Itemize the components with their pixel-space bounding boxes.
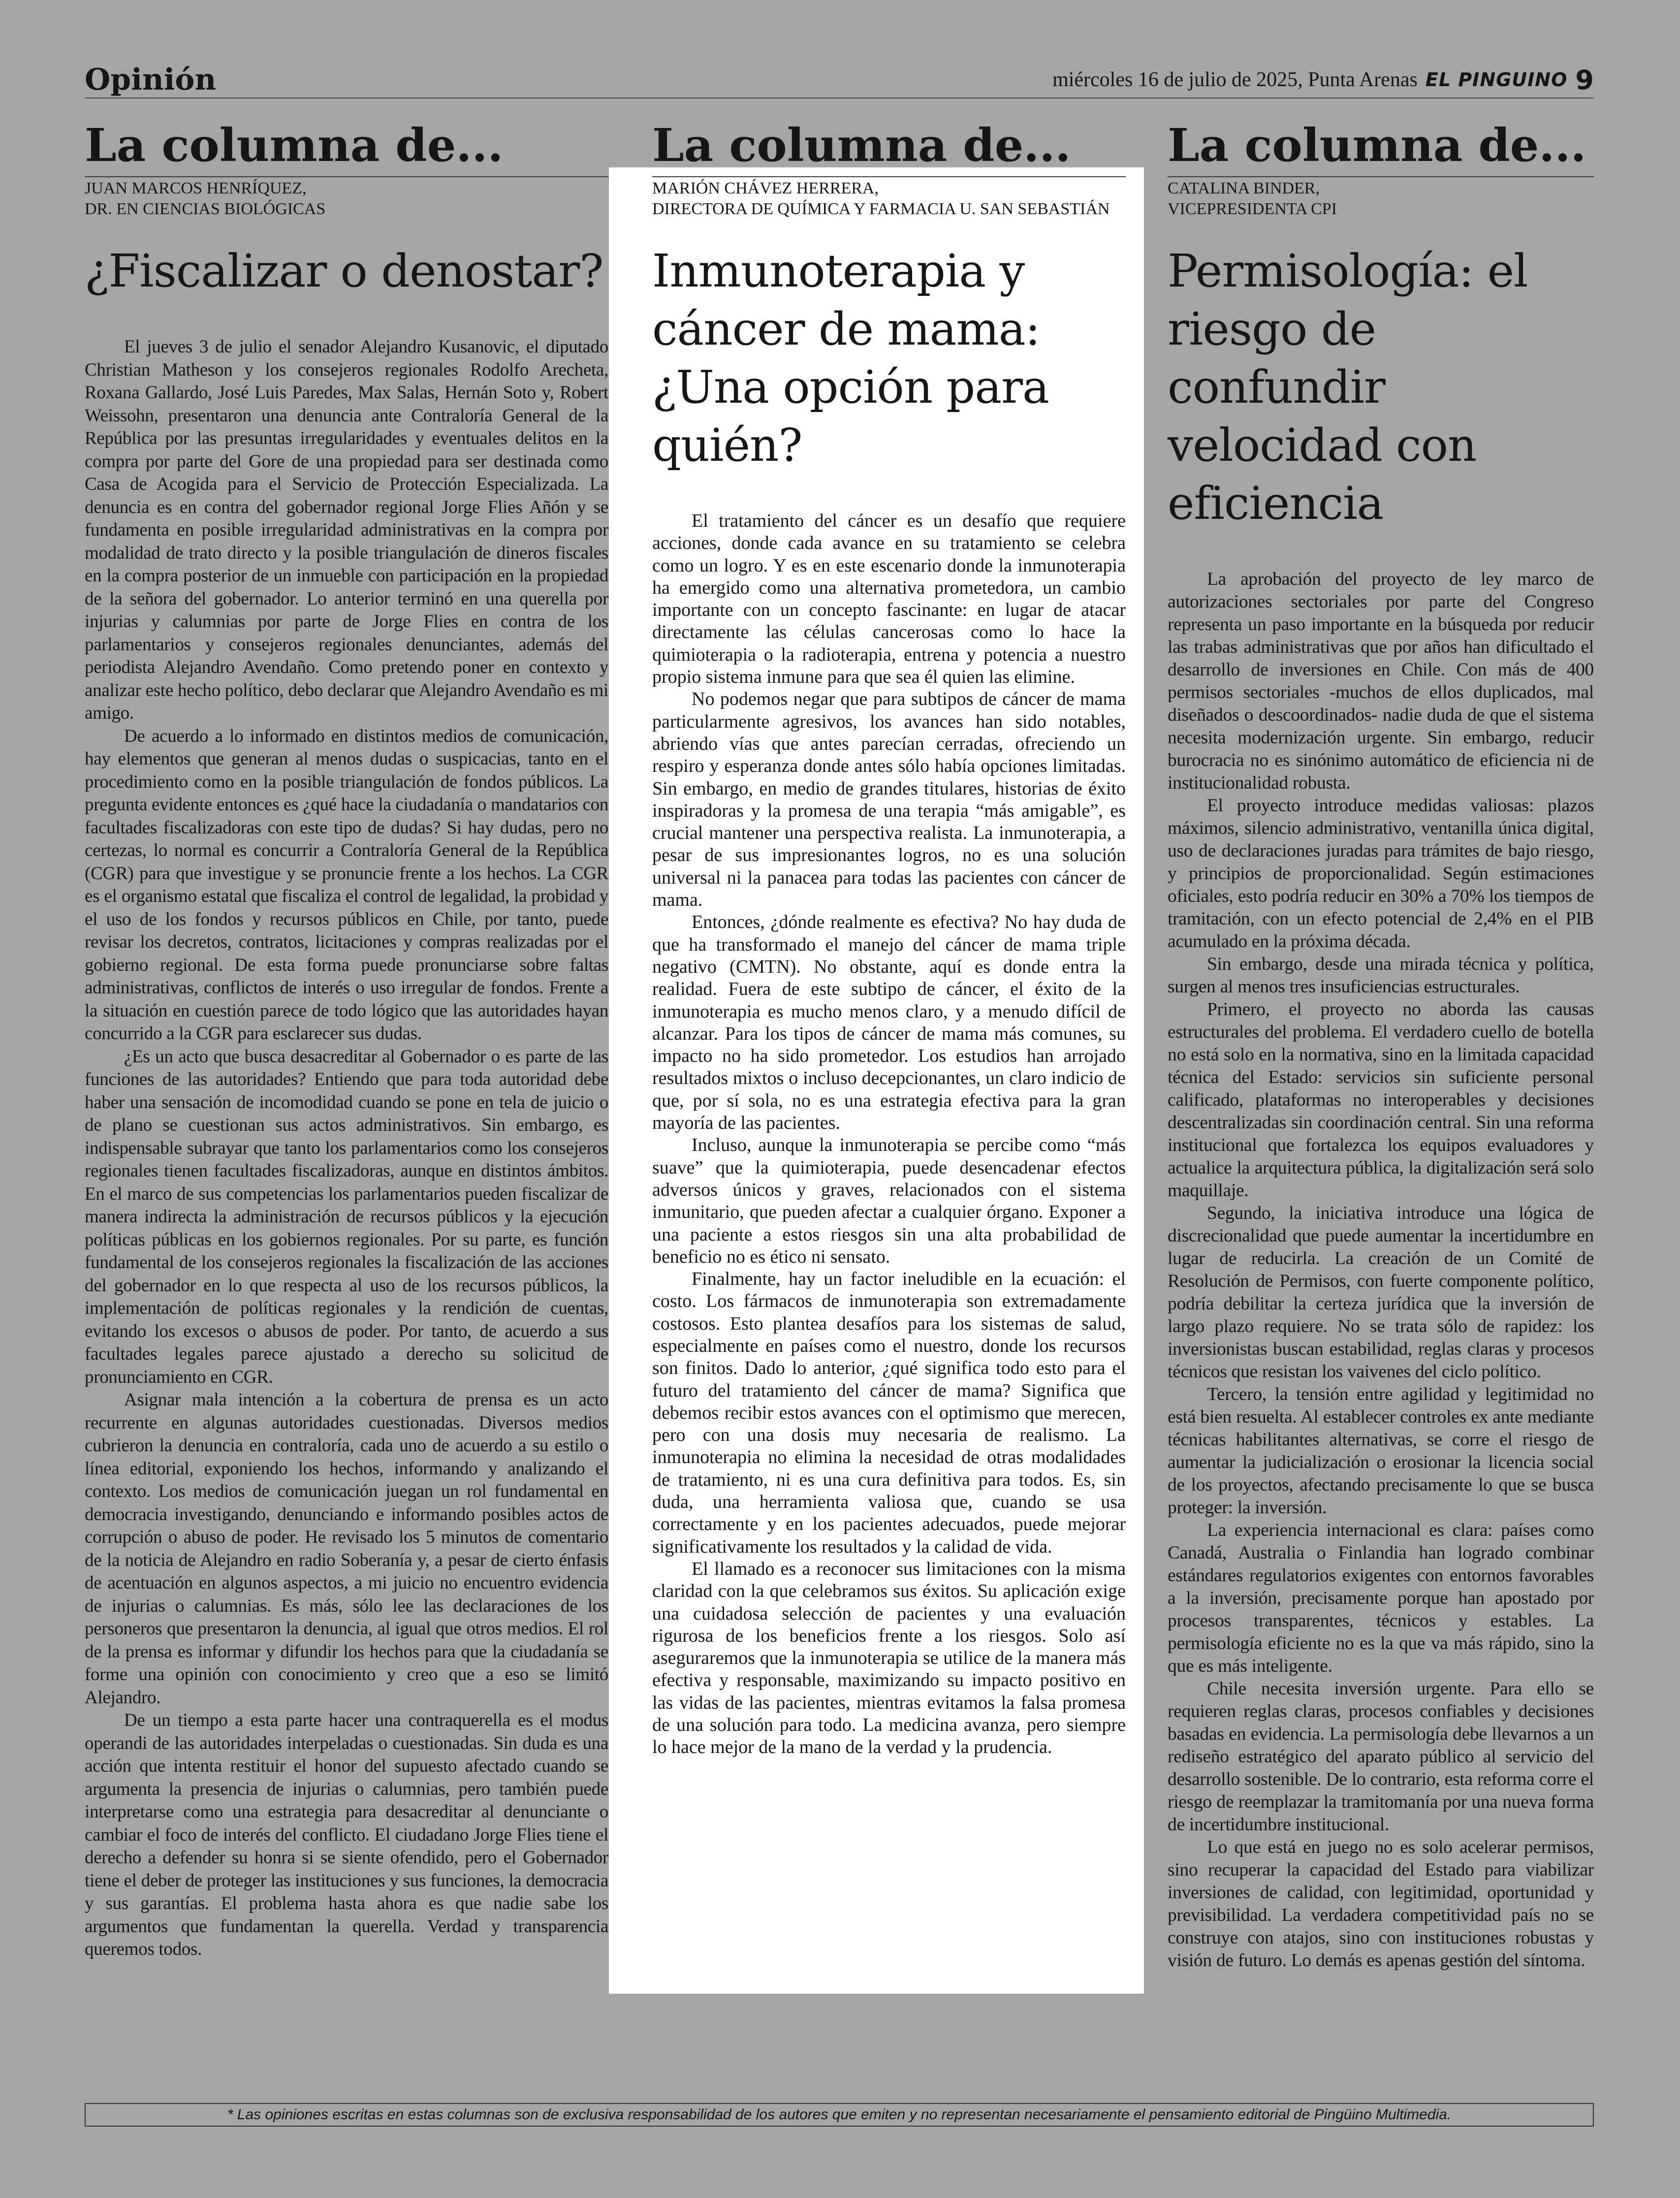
paragraph: Entonces, ¿dónde realmente es efectiva? No hay duda de que ha transformado el manejo del cáncer de mama triple negativo (CMTN). No obstante, aquí es donde entra la realidad. Fuera de este subtipo de cáncer, el éxito de la inmunoterapia es mucho menos claro, y a menudo difícil de alcanzar. Para los tipos de cáncer de mama más comunes, su impacto no ha sido prometedor. Los estudios han arrojado resultados mixtos o incluso decepcionantes, un claro indicio de que, por sí sola, no es una estrategia efectiva para la gran mayoría de las pacientes. bbox=[652, 912, 1126, 1134]
newspaper-brand: EL PINGUINO bbox=[1425, 69, 1568, 91]
heading-rule bbox=[1168, 176, 1594, 177]
paragraph: La experiencia internacional es clara: países como Canadá, Australia o Finlandia han logrado combinar estándares regulatorios exigentes con entornos favorables a la inversión, precisamente porque han apostado por procesos transparentes, técnicos y estables. La permisología eficiente no es la que va más rápido, sino la que es más inteligente. bbox=[1168, 1520, 1594, 1676]
author-role: DR. EN CIENCIAS BIOLÓGICAS bbox=[85, 200, 326, 218]
heading-rule bbox=[85, 176, 608, 177]
paragraph: Tercero, la tensión entre agilidad y legitimidad no está bien resuelta. Al establecer controles ex ante mediante técnicas habilitantes alternativas, se corre el riesgo de aumentar la judicialización o erosionar la licencia social de los proyectos, afectando precisamente lo que se busca proteger: la inversión. bbox=[1168, 1384, 1594, 1518]
article-body bbox=[652, 510, 1126, 1759]
article-title: ¿Fiscalizar o denostar? bbox=[85, 245, 603, 297]
paragraph: Finalmente, hay un factor ineludible en la ecuación: el costo. Los fármacos de inmunoterapia son extremadamente costosos. Esto plantea desafíos para los sistemas de salud, especialmente en países como el nuestro, donde los recursos son finitos. Dado lo anterior, ¿qué significa todo esto para el futuro del tratamiento del cáncer de mama? Significa que debemos recibir estos avances con el optimismo que merecen, pero con una dosis muy necesaria de realismo. La inmunoterapia no elimina la necesidad de otras modalidades de tratamiento, ni es una cura definitiva para todos. Es, sin duda, una herramienta valiosa que, cuando se usa correctamente y en los pacientes adecuados, puede mejorar significativamente los resultados y la calidad de vida. bbox=[652, 1269, 1126, 1557]
column-heading: La columna de... bbox=[652, 119, 1071, 172]
paragraph: No podemos negar que para subtipos de cáncer de mama particularmente agresivos, los avances han sido notables, abriendo vías que antes parecían cerradas, ofreciendo un respiro y esperanza donde antes sólo había opciones limitadas. Sin embargo, en medio de grandes titulares, historias de éxito inspiradoras y la promesa de una terapia “más amigable”, es crucial mantener una perspectiva realista. La inmunoterapia, a pesar de sus impresionantes logros, no es una solución universal ni la panacea para todas las pacientes con cáncer de mama. bbox=[652, 689, 1126, 911]
disclaimer-text: * Las opiniones escritas en estas columnas son de exclusiva responsabilidad de los autores que emiten y no representan necesariamente el pensamiento editorial de Pingüino Multimedia. bbox=[227, 2106, 1452, 2123]
author-name: CATALINA BINDER, bbox=[1168, 179, 1320, 197]
page-header bbox=[85, 62, 1594, 98]
author-name: JUAN MARCOS HENRÍQUEZ, bbox=[85, 179, 307, 197]
paragraph: ¿Es un acto que busca desacreditar al Gobernador o es parte de las funciones de las autoridades? Entiendo que para toda autoridad debe haber una sensación de incomodidad cuando se pone en tela de juicio o de plano se cuestionan sus actos administrativos. Sin embargo, es indispensable subrayar que tanto los parlamentarios como los consejeros regionales tienen facultades fiscalizadoras, aunque en distintos ámbitos. En el marco de sus competencias los parlamentarios pueden fiscalizar de manera indirecta la administración de recursos públicos y la ejecución políticas públicas en los gobiernos regionales. Por su parte, es función fundamental de los consejeros regionales la fiscalización de las acciones del gobernador en lo que respecta al uso de los recursos públicos, la implementación de políticas regionales y la rendición de cuentas, evitando los excesos o abusos de poder. Por tanto, de acuerdo a sus facultades legales parece ajustado a derecho su solicitud de pronunciamiento en CGR. bbox=[85, 1046, 608, 1387]
heading-rule bbox=[652, 176, 1126, 177]
paragraph: Segundo, la iniciativa introduce una lógica de discrecionalidad que puede aumentar la incertidumbre en lugar de reducirla. La creación de un Comité de Resolución de Permisos, con fuerte componente político, podría debilitar la certeza jurídica que la inversión de largo plazo requiere. No se trata sólo de rapidez: los inversionistas buscan estabilidad, reglas claras y procesos técnicos que resistan los vaivenes del ciclo político. bbox=[1168, 1203, 1594, 1382]
paragraph: Incluso, aunque la inmunoterapia se percibe como “más suave” que la quimioterapia, puede desencadenar efectos adversos únicos y graves, relacionados con el sistema inmunitario, que pueden afectar a cualquier órgano. Exponer a una paciente a estos riesgos sin una alta probabilidad de beneficio no es ético ni sensato. bbox=[652, 1135, 1126, 1267]
paragraph: El jueves 3 de julio el senador Alejandro Kusanovic, el diputado Christian Matheson y los consejeros regionales Rodolfo Arecheta, Roxana Gallardo, José Luis Paredes, Max Salas, Hernán Soto y, Robert Weissohn, presentaron una denuncia ante Contraloría General de la República por las presuntas irregularidades y eventuales delitos en la compra por parte del Gore de una propiedad para ser destinada como Casa de Acogida para el Servicio de Protección Especializada. La denuncia es en contra del gobernador regional Jorge Flies Añón y se fundamenta en posible irregularidad administrativas en la compra por modalidad de trato directo y la posible triangulación de dineros fiscales en la compra posterior de un inmueble con participación en la propiedad de la señora del gobernador. Lo anterior terminó en una querella por injurias y calumnias por parte de Jorge Flies en contra de los parlamentarios y consejeros regionales denunciantes, además del periodista Alejandro Avendaño. Como pretendo poner en contexto y analizar este hecho político, debo declarar que Alejandro Avendaño es mi amigo. bbox=[85, 337, 608, 723]
column-2 bbox=[652, 118, 1126, 1759]
date-place: miércoles 16 de julio de 2025, Punta Arenas bbox=[1052, 68, 1418, 91]
paragraph: De un tiempo a esta parte hacer una contraquerella es el modus operandi de las autoridades interpeladas o cuestionadas. Sin duda es una acción que intenta restituir el honor del supuesto afectado cuando se argumenta la presencia de injurias o calumnias, pero también puede interpretarse como una estrategia para desacreditar al denunciante o cambiar el foco de interés del conflicto. El ciudadano Jorge Flies tiene el derecho a defender su honra si se siente ofendido, pero el Gobernador tiene el deber de proteger las instituciones y sus funciones, la democracia y sus garantías. El problema hasta ahora es que nadie sabe los argumentos que fundamentan la querella. Verdad y transparencia queremos todos. bbox=[85, 1710, 608, 1959]
page-number: 9 bbox=[1575, 64, 1594, 96]
column-heading: La columna de... bbox=[1168, 119, 1586, 172]
paragraph: Primero, el proyecto no aborda las causas estructurales del problema. El verdadero cuello de botella no está solo en la normativa, sino en la limitada capacidad técnica del Estado: servicios sin suficiente personal calificado, plataformas no interoperables y decisiones descentralizadas sin coordinación central. Sin una reforma institucional que fortalezca los equipos evaluadores y actualice la arquitectura pública, la digitalización será solo maquillaje. bbox=[1168, 999, 1594, 1201]
paragraph: El proyecto introduce medidas valiosas: plazos máximos, silencio administrativo, ventanilla única digital, uso de declaraciones juradas para trámites de bajo riesgo, y principios de proporcionalidad. Según estimaciones oficiales, esto podría reducir en 30% a 70% los tiempos de tramitación, con un efecto potencial de 2,4% en el PIB acumulado en la próxima década. bbox=[1168, 796, 1594, 952]
paragraph: Asignar mala intención a la cobertura de prensa es un acto recurrente en algunas autoridades cuestionadas. Diversos medios cubrieron la denuncia en contraloría, cada uno de acuerdo a su estilo o línea editorial, exponiendo los hechos, informando y analizando el contexto. Los medios de comunicación juegan un rol fundamental en democracia investigando, denunciando e informando posibles actos de corrupción o abuso de poder. He revisado los 5 minutos de comentario de la noticia de Alejandro en radio Soberanía y, a pesar de cierto énfasis de acentuación en algunos aspectos, a mi juicio no encuentro evidencia de injurias o calumnias. Es más, sólo lee las declaraciones de los personeros que presentaron la denuncia, al igual que otros medios. El rol de la prensa es informar y difundir los hechos para que la ciudadanía se forme una opinión con conocimiento y creo que a eso se limitó Alejandro. bbox=[85, 1390, 608, 1708]
column-heading: La columna de... bbox=[85, 119, 504, 172]
article-title: Inmunoterapia y cáncer de mama: ¿Una opción para quién? bbox=[652, 245, 1049, 472]
paragraph: Sin embargo, desde una mirada técnica y política, surgen al menos tres insuficiencias estructurales. bbox=[1168, 954, 1594, 997]
paragraph: La aprobación del proyecto de ley marco de autorizaciones sectoriales por parte del Congreso representa un paso importante en la búsqueda por reducir las trabas administrativas que por años han dificultado el desarrollo de inversiones en Chile. Con más de 400 permisos sectoriales -muchos de ellos duplicados, mal diseñados o descoordinados- nadie duda de que el sistema necesita modernización urgente. Sin embargo, reducir burocracia no es sinónimo automático de eficiencia ni de institucionalidad robusta. bbox=[1168, 569, 1594, 793]
paragraph: El tratamiento del cáncer es un desafío que requiere acciones, donde cada avance en su tratamiento se celebra como un logro. Y es en este escenario donde la inmunoterapia ha emergido como una alternativa prometedora, un cambio importante con un concepto fascinante: en lugar de atacar directamente las células cancerosas como lo hace la quimioterapia o la radioterapia, entrena y potencia a nuestro propio sistema inmune para que sea él quien las elimine. bbox=[652, 510, 1126, 688]
disclaimer-box bbox=[85, 2103, 1594, 2127]
paragraph: Chile necesita inversión urgente. Para ello se requieren reglas claras, procesos confiables y decisiones basadas en evidencia. La permisología debe llevarnos a un rediseño estratégico del aparato público al servicio del desarrollo sostenible. De lo contrario, esta reforma corre el riesgo de reemplazar la tramitomanía por una nueva forma de incertidumbre institucional. bbox=[1168, 1679, 1594, 1835]
article-title: Permisología: el riesgo de confundir velocidad con eficiencia bbox=[1168, 245, 1528, 530]
author-name: MARIÓN CHÁVEZ HERRERA, bbox=[652, 179, 879, 197]
column-3 bbox=[1168, 118, 1594, 1972]
section-label: Opinión bbox=[85, 63, 217, 97]
author-role: VICEPRESIDENTA CPI bbox=[1168, 200, 1337, 218]
article-body bbox=[1168, 568, 1594, 1972]
column-2-box bbox=[609, 119, 1144, 1994]
paragraph: El llamado es a reconocer sus limitaciones con la misma claridad con la que celebramos sus éxitos. Su aplicación exige una cuidadosa selección de pacientes y una evaluación rigurosa de los beneficios frente a los riesgos. Solo así aseguraremos que la inmunoterapia se utilice de la manera más efectiva y responsable, maximizando su impacto positivo en las vidas de las pacientes, mientras evitamos la falsa promesa de una solución para todo. La medicina avanza, pero siempre lo hace mejor de la mano de la verdad y la prudencia. bbox=[652, 1558, 1126, 1758]
header-meta bbox=[1052, 62, 1594, 97]
column-1 bbox=[85, 118, 608, 1961]
article-body bbox=[85, 336, 608, 1961]
paragraph: De acuerdo a lo informado en distintos medios de comunicación, hay elementos que generan al menos dudas o suspicacias, tanto en el procedimiento como en la posible triangulación de fondos públicos. La pregunta evidente entonces es ¿qué hace la ciudadanía o mandatarios con facultades fiscalizadoras con este tipo de dudas? Si hay dudas, pero no certezas, lo normal es concurrir a Contraloría General de la República (CGR) para que investigue y se pronuncie frente a los hechos. La CGR es el organismo estatal que fiscaliza el control de legalidad, la probidad y el uso de los fondos y recursos públicos en Chile, por tanto, puede revisar los decretos, contratos, licitaciones y compras realizadas por el gobierno regional. De esta forma puede pronunciarse sobre faltas administrativas, conflictos de interés o uso irregular de fondos. Frente a la situación en cuestión parece de todo lógico que las autoridades hayan concurrido a la CGR para esclarecer sus dudas. bbox=[85, 726, 608, 1044]
author-role: DIRECTORA DE QUÍMICA Y FARMACIA U. SAN SEBASTIÁN bbox=[652, 200, 1110, 218]
paragraph: Lo que está en juego no es solo acelerar permisos, sino recuperar la capacidad del Estado para viabilizar inversiones de calidad, con legitimidad, oportunidad y previsibilidad. La verdadera competitividad país no se construye con atajos, sino con instituciones robustas y visión de futuro. Lo demás es apenas gestión del síntoma. bbox=[1168, 1837, 1594, 1971]
